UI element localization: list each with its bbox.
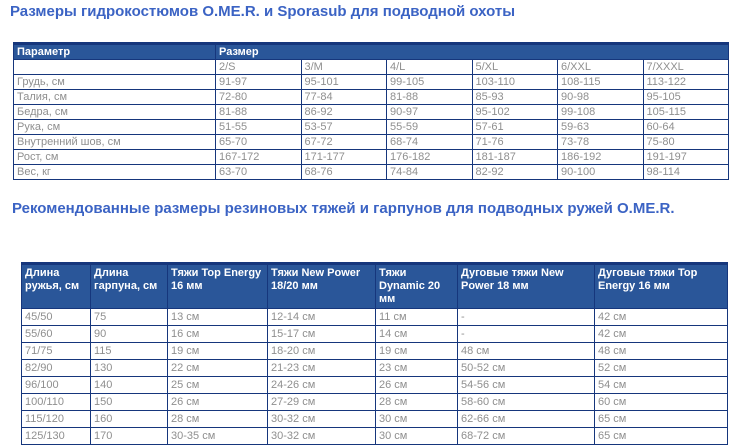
value-cell: 24-26 см (268, 377, 376, 394)
value-cell: 16 см (168, 326, 268, 343)
value-cell: 14 см (376, 326, 458, 343)
value-cell: 25 см (168, 377, 268, 394)
size-label-cell: 3/M (301, 60, 387, 75)
value-cell: 19 см (168, 343, 268, 360)
table-row (22, 326, 728, 343)
table-header-row (22, 264, 728, 309)
value-cell: 27-29 см (268, 394, 376, 411)
size-labels-row (14, 60, 729, 75)
value-cell: 95-101 (301, 75, 387, 90)
column-header-cell: Дуговые тяжи New Power 18 мм (458, 264, 595, 309)
row-label-cell: 100/110 (22, 394, 91, 411)
table-row (22, 343, 728, 360)
value-cell: 103-110 (472, 75, 558, 90)
value-cell: 57-61 (472, 120, 558, 135)
value-cell: 105-115 (643, 105, 729, 120)
value-cell: 65 см (595, 411, 728, 428)
row-label-cell: Талия, см (14, 90, 216, 105)
value-cell: 75-80 (643, 135, 729, 150)
table-row (22, 309, 728, 326)
value-cell: 86-92 (301, 105, 387, 120)
row-label-cell: 96/100 (22, 377, 91, 394)
value-cell: 54 см (595, 377, 728, 394)
value-cell: 85-93 (472, 90, 558, 105)
table-header-row (14, 44, 729, 60)
param-column-header: Параметр (14, 44, 216, 60)
value-cell: 42 см (595, 326, 728, 343)
value-cell: 170 (91, 428, 168, 445)
row-label-cell: 45/50 (22, 309, 91, 326)
column-header-cell: Тяжи Top Energy 16 мм (168, 264, 268, 309)
value-cell: 90-98 (558, 90, 644, 105)
column-header-cell: Тяжи New Power 18/20 мм (268, 264, 376, 309)
value-cell: 22 см (168, 360, 268, 377)
column-header-cell: Дуговые тяжи Top Energy 16 мм (595, 264, 728, 309)
table-row (14, 165, 729, 180)
value-cell: 167-172 (216, 150, 302, 165)
value-cell: 62-66 см (458, 411, 595, 428)
value-cell: 82-92 (472, 165, 558, 180)
value-cell: 53-57 (301, 120, 387, 135)
value-cell: 90-100 (558, 165, 644, 180)
value-cell: 65 см (595, 428, 728, 445)
value-cell: 115 (91, 343, 168, 360)
value-cell: 15-17 см (268, 326, 376, 343)
value-cell: 67-72 (301, 135, 387, 150)
wetsuit-size-table-rows (14, 75, 729, 180)
table-row (22, 411, 728, 428)
value-cell: 48 см (595, 343, 728, 360)
size-label-cell: 7/XXXL (643, 60, 729, 75)
size-label-cell: 2/S (216, 60, 302, 75)
table-row (14, 135, 729, 150)
size-label-cell: 6/XXL (558, 60, 644, 75)
table-row (14, 75, 729, 90)
value-cell: 176-182 (387, 150, 473, 165)
column-header-cell: Длина гарпуна, см (91, 264, 168, 309)
row-label-cell: 55/60 (22, 326, 91, 343)
value-cell: 30 см (376, 428, 458, 445)
value-cell: 74-84 (387, 165, 473, 180)
value-cell: 26 см (168, 394, 268, 411)
value-cell: 59-63 (558, 120, 644, 135)
table-row (22, 428, 728, 445)
value-cell: 12-14 см (268, 309, 376, 326)
value-cell: 21-23 см (268, 360, 376, 377)
row-label-cell: 71/75 (22, 343, 91, 360)
value-cell: 55-59 (387, 120, 473, 135)
value-cell: 91-97 (216, 75, 302, 90)
value-cell: 98-114 (643, 165, 729, 180)
value-cell: 48 см (458, 343, 595, 360)
row-label-cell: Грудь, см (14, 75, 216, 90)
value-cell: 60 см (595, 394, 728, 411)
value-cell: 23 см (376, 360, 458, 377)
wetsuit-size-table (13, 42, 729, 180)
wetsuit-size-table-body (14, 60, 729, 75)
row-label-cell: 82/90 (22, 360, 91, 377)
column-header-cell: Тяжи Dynamic 20 мм (376, 264, 458, 309)
value-cell: 28 см (168, 411, 268, 428)
row-label-cell: Рост, см (14, 150, 216, 165)
table-row (22, 360, 728, 377)
row-label-cell: Вес, кг (14, 165, 216, 180)
rubber-bands-table (21, 262, 728, 445)
value-cell: 73-78 (558, 135, 644, 150)
value-cell: 52 см (595, 360, 728, 377)
value-cell: 30-32 см (268, 428, 376, 445)
value-cell: 140 (91, 377, 168, 394)
section-title: Рекомендованные размеры резиновых тяжей и гарпунов для подводных ружей O.ME.R. (12, 200, 675, 217)
value-cell: 42 см (595, 309, 728, 326)
value-cell: 160 (91, 411, 168, 428)
value-cell: 171-177 (301, 150, 387, 165)
size-label-cell: 5/XL (472, 60, 558, 75)
value-cell: - (458, 326, 595, 343)
column-header-cell: Длина ружья, см (22, 264, 91, 309)
row-label-cell: 125/130 (22, 428, 91, 445)
rubber-bands-table-body (22, 309, 728, 445)
value-cell: 90-97 (387, 105, 473, 120)
value-cell: 19 см (376, 343, 458, 360)
value-cell: 150 (91, 394, 168, 411)
value-cell: 71-76 (472, 135, 558, 150)
value-cell: 68-76 (301, 165, 387, 180)
value-cell: 90 (91, 326, 168, 343)
value-cell: 99-108 (558, 105, 644, 120)
value-cell: 54-56 см (458, 377, 595, 394)
value-cell: 65-70 (216, 135, 302, 150)
value-cell: 30-35 см (168, 428, 268, 445)
value-cell: 75 (91, 309, 168, 326)
size-column-header: Размер (216, 44, 729, 60)
value-cell: 72-80 (216, 90, 302, 105)
value-cell: 81-88 (216, 105, 302, 120)
value-cell: 51-55 (216, 120, 302, 135)
table-row (22, 377, 728, 394)
row-label-cell: 115/120 (22, 411, 91, 428)
value-cell: 77-84 (301, 90, 387, 105)
empty-cell (14, 60, 216, 75)
row-label-cell: Внутренний шов, см (14, 135, 216, 150)
value-cell: 68-72 см (458, 428, 595, 445)
value-cell: 30-32 см (268, 411, 376, 428)
value-cell: 99-105 (387, 75, 473, 90)
table-row (14, 120, 729, 135)
size-label-cell: 4/L (387, 60, 473, 75)
table-row (22, 394, 728, 411)
value-cell: 30 см (376, 411, 458, 428)
value-cell: 68-74 (387, 135, 473, 150)
value-cell: 26 см (376, 377, 458, 394)
table-row (14, 90, 729, 105)
value-cell: 58-60 см (458, 394, 595, 411)
value-cell: 18-20 см (268, 343, 376, 360)
table-row (14, 105, 729, 120)
value-cell: 191-197 (643, 150, 729, 165)
value-cell: 11 см (376, 309, 458, 326)
value-cell: 13 см (168, 309, 268, 326)
value-cell: 113-122 (643, 75, 729, 90)
value-cell: 60-64 (643, 120, 729, 135)
value-cell: 50-52 см (458, 360, 595, 377)
rubber-bands-table-head (22, 264, 728, 309)
value-cell: 186-192 (558, 150, 644, 165)
page-title: Размеры гидрокостюмов O.ME.R. и Sporasub для подводной охоты (10, 3, 516, 20)
value-cell: 28 см (376, 394, 458, 411)
wetsuit-size-table-head (14, 44, 729, 60)
value-cell: 181-187 (472, 150, 558, 165)
value-cell: 108-115 (558, 75, 644, 90)
row-label-cell: Бедра, см (14, 105, 216, 120)
value-cell: 63-70 (216, 165, 302, 180)
row-label-cell: Рука, см (14, 120, 216, 135)
value-cell: 81-88 (387, 90, 473, 105)
value-cell: 130 (91, 360, 168, 377)
table-row (14, 150, 729, 165)
value-cell: 95-102 (472, 105, 558, 120)
value-cell: - (458, 309, 595, 326)
value-cell: 95-105 (643, 90, 729, 105)
